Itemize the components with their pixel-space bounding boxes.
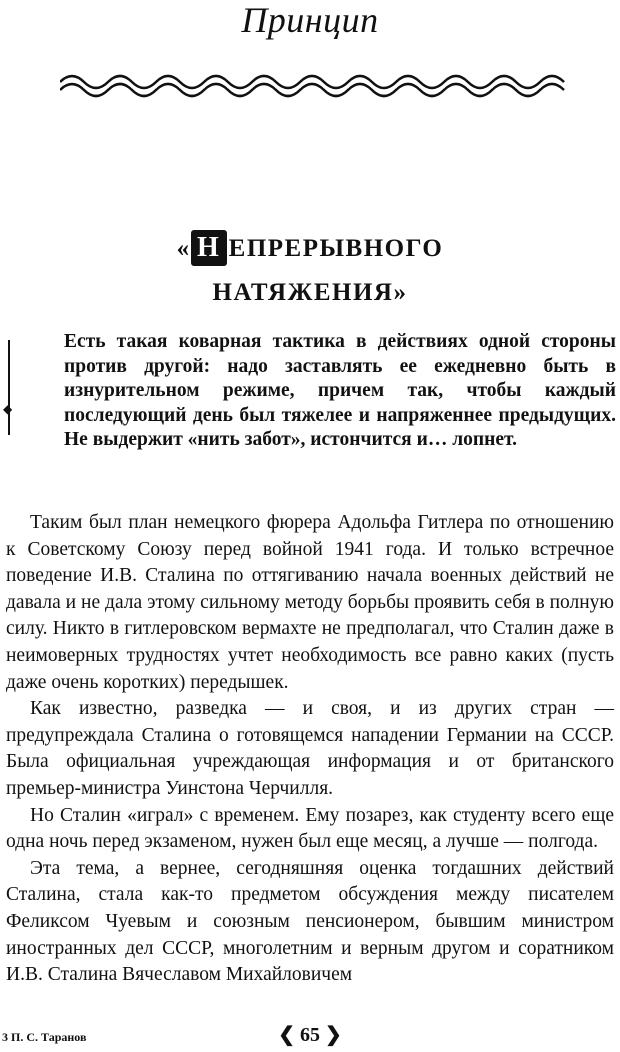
wavy-divider <box>60 70 570 100</box>
body-paragraph: Но Сталин «играл» с временем. Ему позарез, как студенту всего еще одна ночь перед экзаменом, нужен был еще месяц, а лучше — полгода. <box>6 804 614 853</box>
body-paragraph: Эта тема, а вернее, сегодняшняя оценка тогдашних действий Сталина, стала как-то предметом обсуждения между писателем Феликсом Чуевым и союзным пенсионером, бывшим министром иностранных дел СССР, многолетним и верным другом и соратником И.В. Сталина Вячеславом Михайловичем <box>6 857 614 986</box>
chapter-title-line-2: НАТЯЖЕНИЯ» <box>212 279 408 306</box>
chapter-title-line-1 <box>0 230 620 264</box>
body-text <box>6 510 614 989</box>
lead-text: Есть такая коварная тактика в действиях одной стороны против другой: надо заставлять ее ежедневно быть в изнурительном режиме, причем так, чтобы каждый последующий день был тяжелее и напряженнее предыдущих. Не выдержит «нить забот», истончится и… лопнет. <box>64 331 616 450</box>
page-number <box>0 1022 620 1047</box>
title-drop-cap: Н <box>191 230 227 266</box>
lead-paragraph <box>64 330 616 453</box>
page-number-text: 65 <box>300 1024 320 1046</box>
title-open-quote: « <box>176 235 191 262</box>
signature-mark: 3 П. С. Таранов <box>2 1030 87 1044</box>
body-paragraph: Таким был план немецкого фюрера Адольфа Гитлера по отношению к Советскому Союзу перед войной 1941 года. И только встречное поведение И.В. Сталина по оттягиванию начала военных действий не давала и не дала этому сильному методу борьбы проявить себя в полную силу. Никто в гитлеровском вермахте не предполагал, что Сталин даже в неимоверных трудностях учтет необходимость все равно каких (пусть даже очень коротких) передышек. <box>6 512 614 693</box>
page-right-ornament-icon: ❯ <box>325 1024 342 1046</box>
margin-rule <box>8 340 10 435</box>
body-paragraph: Как известно, разведка — и своя, и из других стран — предупреждала Сталина о готовящемся нападении Германии на СССР. Была официальная учреждающая информация и от британского премьер-министра Уинстона Черчилля. <box>6 698 614 799</box>
margin-diamond-icon: ◆ <box>3 402 13 416</box>
page-left-ornament-icon: ❮ <box>278 1024 295 1046</box>
title-line-1-rest: ЕПРЕРЫВНОГО <box>228 235 444 262</box>
section-header: Принцип <box>241 0 379 40</box>
